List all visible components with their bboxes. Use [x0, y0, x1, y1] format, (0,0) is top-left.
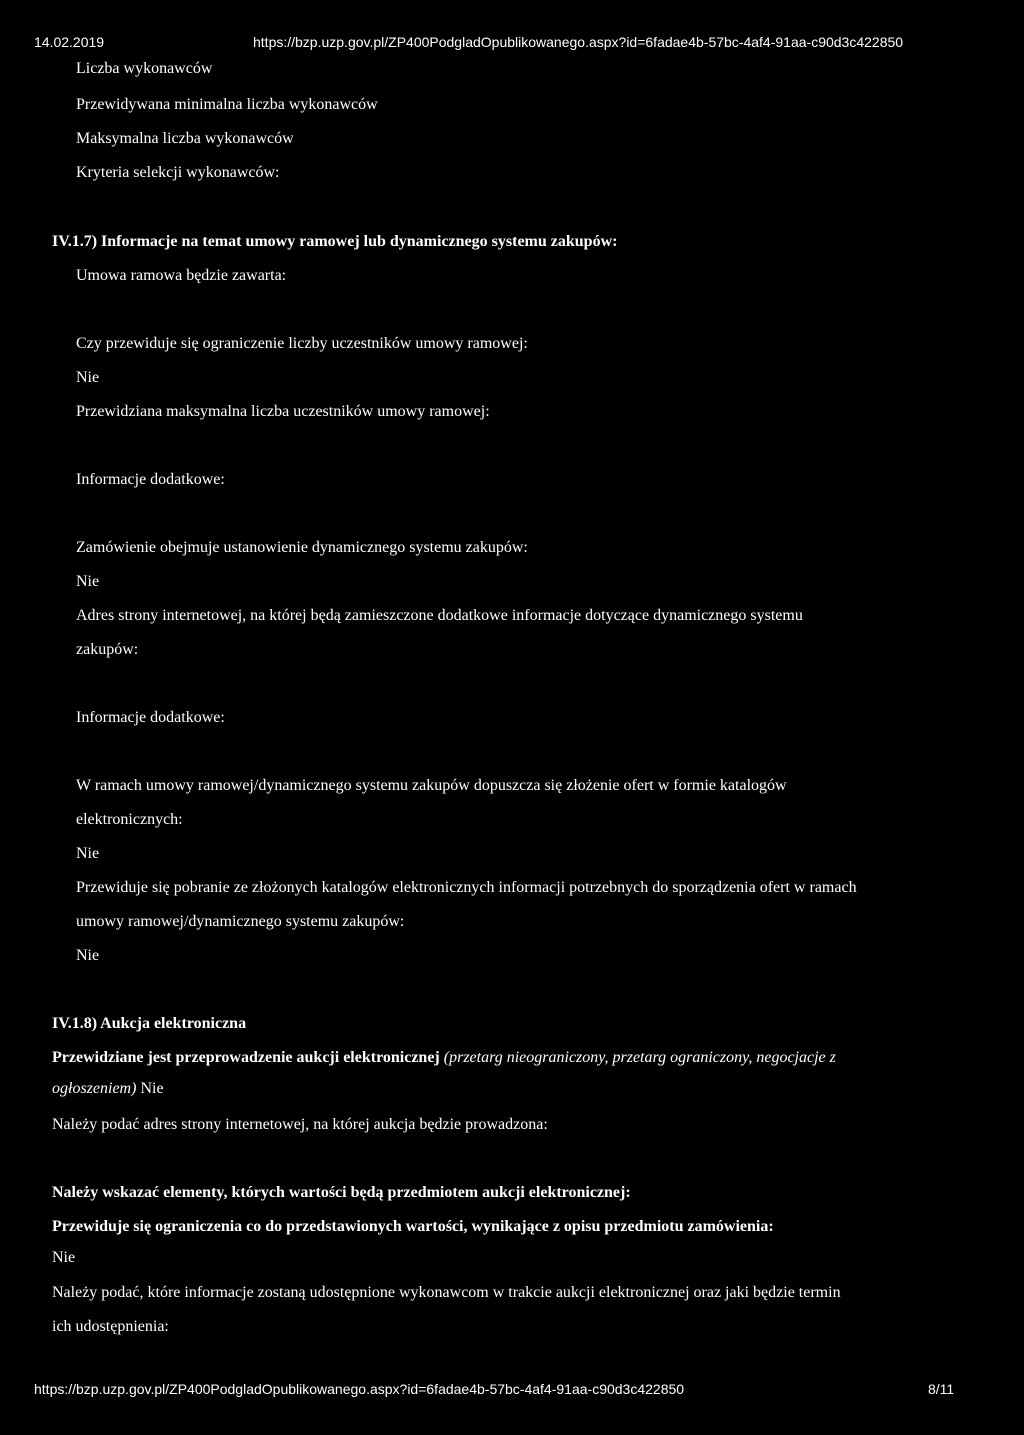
- e-auction-answer: Nie: [140, 1080, 164, 1097]
- auction-elements-label: Należy wskazać elementy, których wartości będą przedmiotem aukcji elektronicznej:: [52, 1184, 631, 1201]
- contractors-count-label: Liczba wykonawców: [76, 60, 213, 77]
- max-contractors-label: Maksymalna liczba wykonawców: [76, 130, 294, 147]
- limit-participants-answer: Nie: [76, 369, 100, 386]
- e-auction-label-italic: (przetarg nieograniczony, przetarg ograniczony, negocjacje z: [443, 1049, 836, 1066]
- section-iv-1-8-heading: IV.1.8) Aukcja elektroniczna: [52, 1015, 247, 1032]
- dynamic-system-url-label-cont: zakupów:: [76, 641, 139, 658]
- e-catalogs-label: W ramach umowy ramowej/dynamicznego systemu zakupów dopuszcza się złożenie ofert w formie katalogów: [76, 777, 787, 794]
- e-catalogs-answer: Nie: [76, 845, 100, 862]
- additional-info-label-1: Informacje dodatkowe:: [76, 471, 225, 488]
- auction-url-label: Należy podać adres strony internetowej, na której aukcja będzie prowadzona:: [52, 1116, 548, 1133]
- value-limits-label: Przewiduje się ograniczenia co do przedstawionych wartości, wynikające z opisu przedmiotu zamówienia:: [52, 1218, 774, 1235]
- value-limits-answer: Nie: [52, 1249, 76, 1266]
- max-participants-label: Przewidziana maksymalna liczba uczestników umowy ramowej:: [76, 403, 490, 420]
- page-number: 8/11: [928, 1381, 955, 1397]
- dynamic-system-url-label: Adres strony internetowej, na której będą zamieszczone dodatkowe informacje dotyczące dynamicznego systemu: [76, 607, 803, 624]
- limit-participants-label: Czy przewiduje się ograniczenie liczby uczestników umowy ramowej:: [76, 335, 528, 352]
- catalog-download-answer: Nie: [76, 947, 100, 964]
- catalog-download-label: Przewiduje się pobranie ze złożonych katalogów elektronicznych informacji potrzebnych do sporządzenia ofert w ramach: [76, 879, 857, 896]
- section-iv-1-7-heading: IV.1.7) Informacje na temat umowy ramowej lub dynamicznego systemu zakupów:: [52, 233, 618, 250]
- auction-info-label-cont: ich udostępnienia:: [52, 1318, 169, 1335]
- footer-url: https://bzp.uzp.gov.pl/ZP400PodgladOpublikowanego.aspx?id=6fadae4b-57bc-4af4-91aa-c90d3c422850: [34, 1381, 685, 1397]
- catalog-download-label-cont: umowy ramowej/dynamicznego systemu zakupów:: [76, 913, 405, 930]
- selection-criteria-label: Kryteria selekcji wykonawców:: [76, 164, 280, 181]
- framework-agreement-label: Umowa ramowa będzie zawarta:: [76, 267, 287, 284]
- auction-info-label: Należy podać, które informacje zostaną udostępnione wykonawcom w trakcie aukcji elektronicznej oraz jaki będzie termin: [52, 1284, 841, 1301]
- dynamic-system-label: Zamówienie obejmuje ustanowienie dynamicznego systemu zakupów:: [76, 539, 528, 556]
- e-auction-label-cont: [52, 1080, 164, 1098]
- e-auction-label-bold: Przewidziane jest przeprowadzenie aukcji elektronicznej: [52, 1049, 440, 1066]
- dynamic-system-answer: Nie: [76, 573, 100, 590]
- min-contractors-label: Przewidywana minimalna liczba wykonawców: [76, 96, 378, 113]
- e-auction-label: [52, 1049, 836, 1067]
- print-date: 14.02.2019: [34, 34, 105, 50]
- e-catalogs-label-cont: elektronicznych:: [76, 811, 183, 828]
- additional-info-label-2: Informacje dodatkowe:: [76, 709, 225, 726]
- header-url: https://bzp.uzp.gov.pl/ZP400PodgladOpublikowanego.aspx?id=6fadae4b-57bc-4af4-91aa-c90d3c422850: [253, 34, 904, 50]
- e-auction-label-italic-cont: ogłoszeniem): [52, 1080, 137, 1097]
